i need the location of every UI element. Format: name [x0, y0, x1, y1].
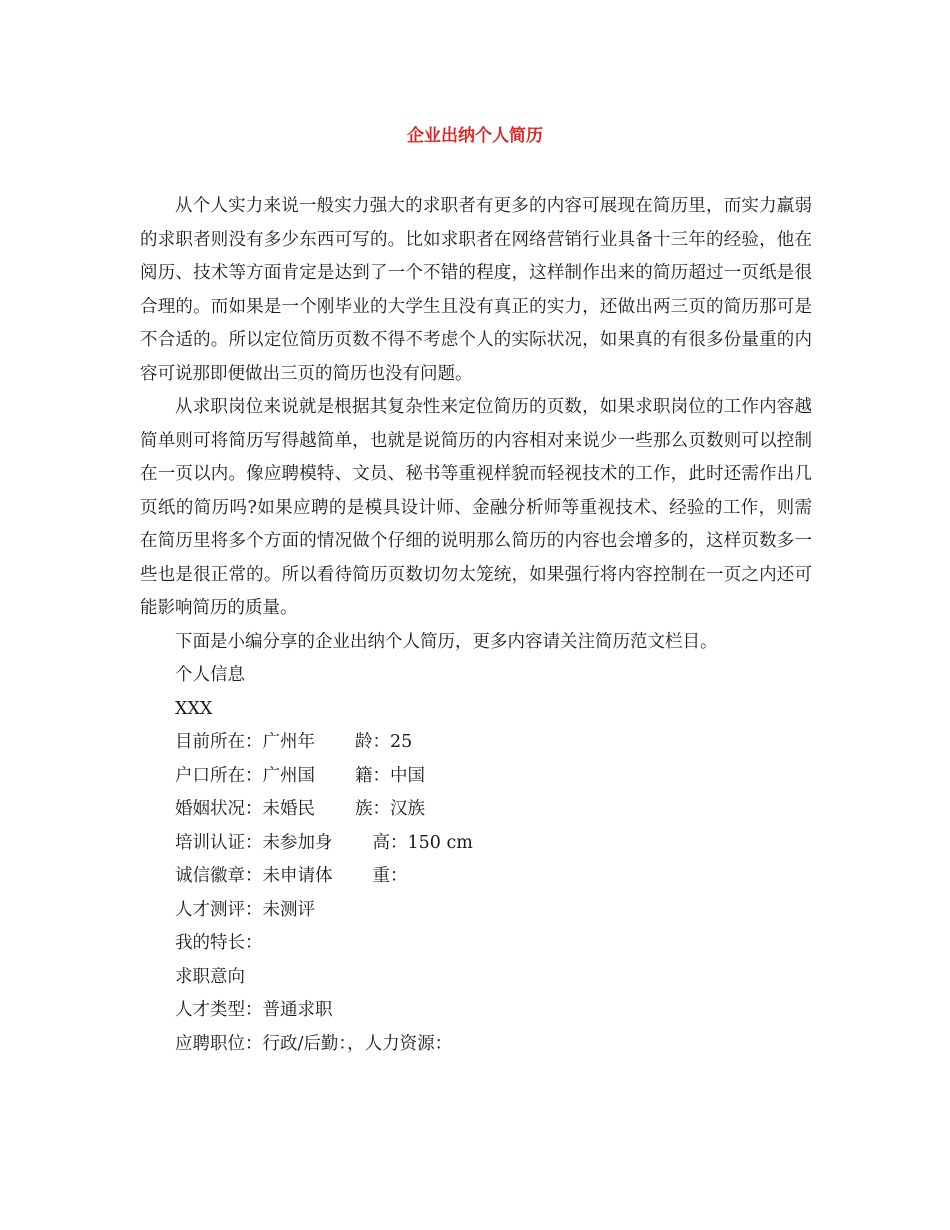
info-row-right: 籍：中国 [355, 765, 425, 786]
info-row-location-age [140, 726, 812, 760]
info-row-right: 高：150 cm [372, 832, 473, 853]
section-heading-personal-info: 个人信息 [175, 665, 245, 685]
info-row-left: 目前所在：广州年 [175, 732, 315, 752]
talent-evaluation: 人才测评：未测评 [175, 899, 315, 920]
info-row-right: 龄：25 [355, 732, 413, 752]
document-title: 企业出纳个人简历 [407, 126, 543, 146]
info-row-left: 户口所在：广州国 [175, 765, 315, 786]
paragraph-personal-strength: 从个人实力来说一般实力强大的求职者有更多的内容可展现在简历里，而实力羸弱的求职者则没有多少东西可写的。比如求职者在网络营销行业具备十三年的经验，他在阅历、技术等方面肯定是达到了一个不错的程度，这样制作出来的简历超过一页纸是很合理的。而如果是一个刚毕业的大学生且没有真正的实力，还做出两三页的简历那可是不合适的。所以定位简历页数不得不考虑个人的实际状况，如果真的有很多份量重的内容可说那即便做出三页的简历也没有问题。 [140, 196, 812, 384]
info-row-right: 重： [372, 866, 408, 886]
info-row-credit-weight [140, 860, 812, 894]
info-row-right: 族：汉族 [355, 799, 425, 819]
talent-type: 人才类型：普通求职 [175, 1000, 333, 1020]
info-row-left: 诚信徽章：未申请体 [175, 866, 333, 886]
paragraph-job-position: 从求职岗位来说就是根据其复杂性来定位简历的页数，如果求职岗位的工作内容越简单则可将简历写得越简单，也就是说简历的内容相对来说少一些那么页数则可以控制在一页以内。像应聘模特、文员、秘书等重视样貌而轻视技术的工作，此时还需作出几页纸的简历吗?如果应聘的是模具设计师、金融分析师等重视技术、经验的工作，则需在简历里将多个方面的情况做个仔细的说明那么简历的内容也会增多的，这样页数多一些也是很正常的。所以看待简历页数切勿太笼统，如果强行将内容控制在一页之内还可能影响简历的质量。 [140, 397, 812, 618]
document-body [140, 190, 812, 1061]
applied-position: 应聘职位：行政/后勤：，人力资源： [175, 1033, 453, 1054]
info-row-left: 婚姻状况：未婚民 [175, 799, 315, 819]
specialty: 我的特长： [175, 933, 263, 953]
intro-line: 下面是小编分享的企业出纳个人简历，更多内容请关注简历范文栏目。 [175, 631, 718, 652]
info-row-marital-ethnicity [140, 793, 812, 827]
name-value: XXX [175, 698, 213, 719]
info-row-hukou-nationality [140, 760, 812, 794]
info-row-training-height [140, 827, 812, 861]
info-row-left: 培训认证：未参加身 [175, 832, 333, 853]
section-heading-job-intent: 求职意向 [175, 966, 245, 987]
